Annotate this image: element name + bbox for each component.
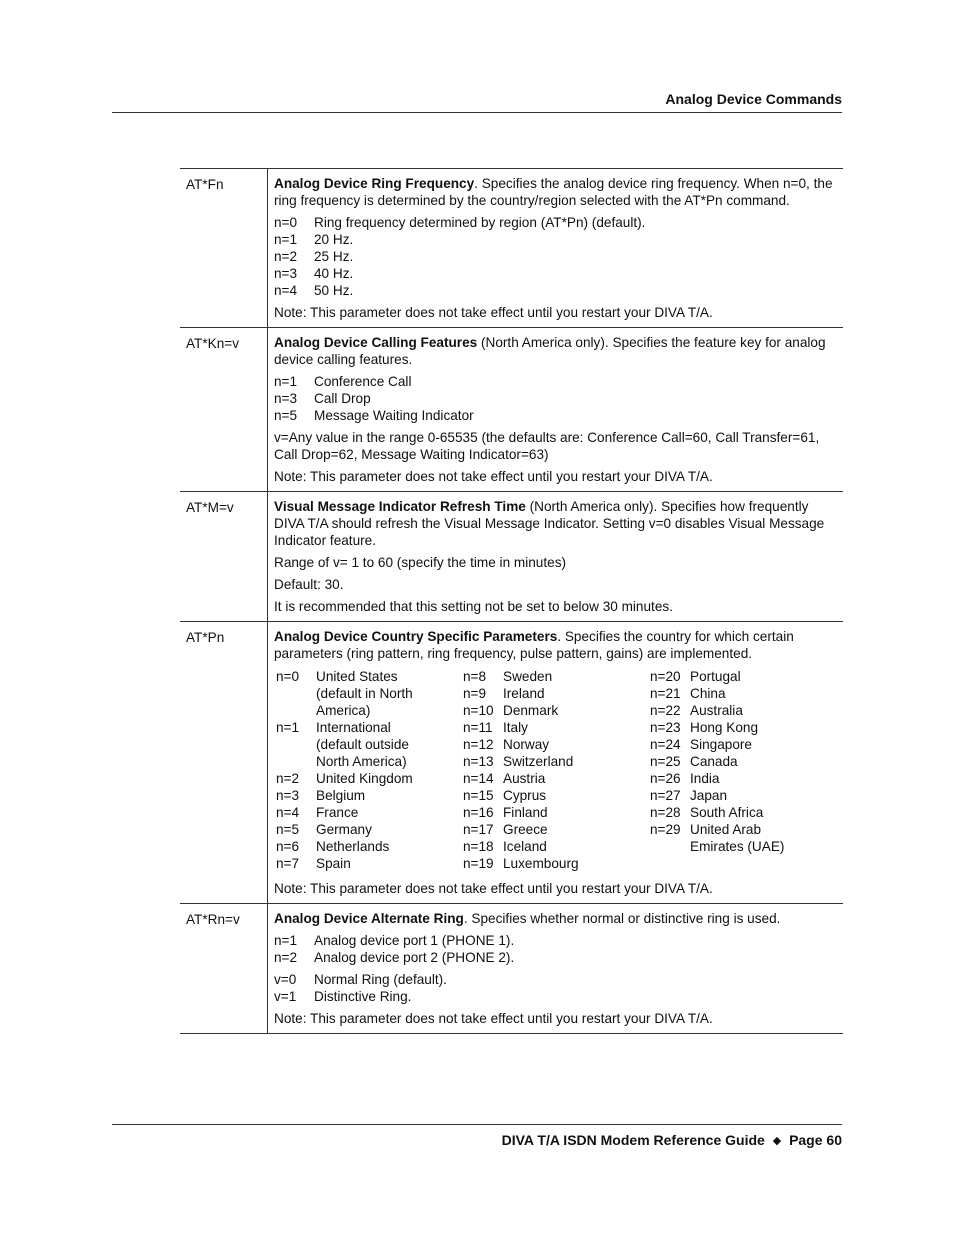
list-item: n=10 Denmark [463,703,559,718]
list-item: n=5 Germany [276,822,372,837]
list-item: v=1 Distinctive Ring. [274,989,412,1004]
list-item: n=3 Belgium [276,788,366,803]
list-item: n=0 United States (default in North America) [276,669,413,718]
command-detail: Range of v= 1 to 60 (specify the time in minutes) [274,555,567,570]
command-summary: . Specifies the analog device ring frequency. When n=0, the ring frequency is determined by the country/region selected with the AT*Pn command. [274,176,833,208]
list-item: n=29 United Arab Emirates (UAE) [650,822,785,854]
command-detail: It is recommended that this setting not be set to below 30 minutes. [274,599,673,614]
command-summary: (North America only). Specifies the feature key for analog device calling features. [274,335,826,367]
command-name: AT*M=v [180,492,268,622]
table-row [180,904,843,1034]
command-note: Note: This parameter does not take effect until you restart your DIVA T/A. [274,305,713,320]
list-item: n=4 50 Hz. [274,283,354,298]
list-item: n=25 Canada [650,754,738,769]
list-item: n=12 Norway [463,737,550,752]
command-title: Analog Device Calling Features [274,335,478,350]
list-item: n=6 Netherlands [276,839,390,854]
command-name: AT*Rn=v [180,904,268,1034]
page-footer [502,1132,842,1148]
command-description [268,492,844,622]
list-item: n=2 25 Hz. [274,249,354,264]
list-item: n=0 Ring frequency determined by region (AT*Pn) (default). [274,215,646,230]
list-item: n=4 France [276,805,359,820]
table-row [180,328,843,492]
command-summary: (North America only). Specifies how frequently DIVA T/A should refresh the Visual Message Indicator. Setting v=0 disables Visual Message Indicator feature. [274,499,825,548]
list-item: n=15 Cyprus [463,788,547,803]
list-item: n=23 Hong Kong [650,720,759,735]
command-table [180,168,843,1034]
command-title: Analog Device Alternate Ring [274,911,464,926]
command-note: Note: This parameter does not take effect until you restart your DIVA T/A. [274,469,713,484]
command-summary: . Specifies whether normal or distinctive ring is used. [463,911,781,926]
list-item: n=2 Analog device port 2 (PHONE 2). [274,950,515,965]
command-detail: Default: 30. [274,577,344,592]
list-item: n=5 Message Waiting Indicator [274,408,474,423]
list-item: n=3 40 Hz. [274,266,354,281]
command-note: Note: This parameter does not take effect until you restart your DIVA T/A. [274,1011,713,1026]
page-number: Page 60 [789,1132,842,1148]
header-divider [112,112,842,113]
list-item: n=13 Switzerland [463,754,574,769]
list-item: n=21 China [650,686,726,701]
list-item: n=11 Italy [463,720,528,735]
command-description [268,622,844,904]
list-item: n=28 South Africa [650,805,764,820]
country-column [463,668,650,872]
country-list [276,668,837,872]
footer-divider [112,1124,842,1125]
table-row [180,492,843,622]
list-item: n=22 Australia [650,703,743,718]
list-item: n=8 Sweden [463,669,553,684]
list-item: n=2 United Kingdom [276,771,413,786]
list-item: n=1 Analog device port 1 (PHONE 1). [274,933,515,948]
command-title: Visual Message Indicator Refresh Time [274,499,526,514]
country-column [650,668,837,872]
table-row [180,622,843,904]
list-item: n=3 Call Drop [274,391,371,406]
list-item: n=1 Conference Call [274,374,412,389]
list-item: n=1 20 Hz. [274,232,354,247]
country-column [276,668,463,872]
list-item: n=17 Greece [463,822,548,837]
command-name: AT*Fn [180,169,268,328]
list-item: n=27 Japan [650,788,728,803]
list-item: n=1 International (default outside North America) [276,720,409,769]
guide-title: DIVA T/A ISDN Modem Reference Guide [501,1132,765,1148]
list-item: n=16 Finland [463,805,548,820]
command-title: Analog Device Country Specific Parameters [274,629,558,644]
command-description [268,328,844,492]
option-list [274,932,837,966]
command-description [268,904,844,1034]
option-list [274,971,837,1005]
diamond-icon: ◆ [772,1135,782,1147]
option-list [274,373,837,424]
page-header-title: Analog Device Commands [665,91,842,107]
list-item: n=24 Singapore [650,737,752,752]
command-detail: v=Any value in the range 0-65535 (the defaults are: Conference Call=60, Call Transfer=61, Call Drop=62, Message Waiting Indicator=63) [274,430,820,462]
command-note: Note: This parameter does not take effect until you restart your DIVA T/A. [274,881,713,896]
list-item: n=20 Portugal [650,669,741,684]
list-item: n=26 India [650,771,720,786]
option-list [274,214,837,299]
list-item: n=18 Iceland [463,839,547,854]
list-item: n=9 Ireland [463,686,545,701]
table-row [180,169,843,328]
command-name: AT*Pn [180,622,268,904]
list-item: n=7 Spain [276,856,351,871]
command-name: AT*Kn=v [180,328,268,492]
list-item: n=14 Austria [463,771,546,786]
list-item: v=0 Normal Ring (default). [274,972,447,987]
list-item: n=19 Luxembourg [463,856,579,871]
command-title: Analog Device Ring Frequency [274,176,475,191]
command-description [268,169,844,328]
command-summary: . Specifies the country for which certain parameters (ring pattern, ring frequency, pulse pattern, gains) are implemented. [274,629,794,661]
